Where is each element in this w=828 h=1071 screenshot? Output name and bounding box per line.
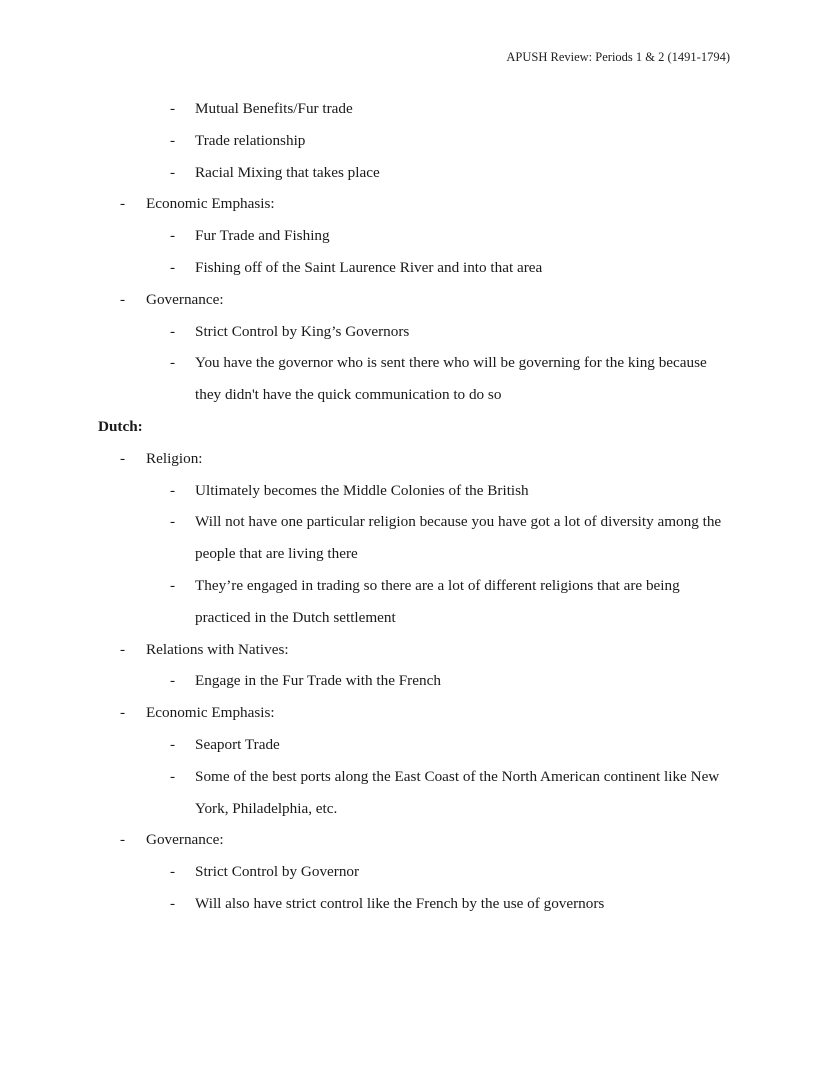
outline-item-level-2 bbox=[0, 318, 828, 350]
line-text: Economic Emphasis: bbox=[146, 704, 275, 722]
outline-item-level-1 bbox=[0, 286, 828, 318]
outline-item-continuation bbox=[0, 540, 828, 572]
outline-item-level-2 bbox=[0, 95, 828, 127]
bullet-dash: - bbox=[170, 354, 176, 372]
outline-item-level-2 bbox=[0, 858, 828, 890]
bullet-dash: - bbox=[170, 481, 176, 499]
outline-item-level-2 bbox=[0, 731, 828, 763]
line-text: Ultimately becomes the Middle Colonies of the British bbox=[195, 481, 529, 499]
outline-item-level-1 bbox=[0, 190, 828, 222]
bullet-dash: - bbox=[120, 704, 126, 722]
line-text: They’re engaged in trading so there are a lot of different religions that are being bbox=[195, 576, 680, 594]
line-text: Mutual Benefits/Fur trade bbox=[195, 100, 353, 117]
outline-item-continuation bbox=[0, 604, 828, 636]
line-text: Economic Emphasis: bbox=[146, 195, 275, 213]
outline-item-level-1 bbox=[0, 445, 828, 477]
bullet-dash: - bbox=[170, 863, 176, 881]
outline-item-level-1 bbox=[0, 699, 828, 731]
line-text: Religion: bbox=[146, 449, 203, 467]
outline-item-level-2 bbox=[0, 254, 828, 286]
outline-item-continuation bbox=[0, 795, 828, 827]
bullet-dash: - bbox=[170, 322, 176, 340]
line-text: Fur Trade and Fishing bbox=[195, 227, 330, 245]
bullet-dash: - bbox=[170, 227, 176, 245]
bullet-dash: - bbox=[120, 640, 126, 658]
outline-item-level-2 bbox=[0, 349, 828, 381]
line-text: Fishing off of the Saint Laurence River and into that area bbox=[195, 258, 543, 276]
bullet-dash: - bbox=[170, 258, 176, 276]
bullet-dash: - bbox=[120, 290, 126, 308]
bullet-dash: - bbox=[120, 831, 126, 849]
outline-item-level-2 bbox=[0, 508, 828, 540]
line-text: Will also have strict control like the French by the use of governors bbox=[195, 894, 605, 912]
outline-item-level-2 bbox=[0, 572, 828, 604]
outline-item-level-1 bbox=[0, 826, 828, 858]
line-text: Dutch: bbox=[98, 417, 143, 435]
line-text: Governance: bbox=[146, 290, 224, 308]
line-text: Will not have one particular religion because you have got a lot of diversity among the bbox=[195, 513, 722, 531]
bullet-dash: - bbox=[170, 513, 176, 531]
line-text: Engage in the Fur Trade with the French bbox=[195, 672, 441, 690]
bullet-dash: - bbox=[170, 100, 176, 117]
bullet-dash: - bbox=[170, 576, 176, 594]
bullet-dash: - bbox=[170, 767, 176, 785]
bullet-dash: - bbox=[120, 195, 126, 213]
line-text: people that are living there bbox=[195, 545, 358, 563]
notes-body bbox=[0, 95, 828, 922]
line-text: Strict Control by King’s Governors bbox=[195, 322, 410, 340]
line-text: York, Philadelphia, etc. bbox=[195, 799, 338, 817]
line-text: they didn't have the quick communication to do so bbox=[195, 386, 502, 404]
outline-item-level-1 bbox=[0, 636, 828, 668]
line-text: You have the governor who is sent there who will be governing for the king because bbox=[195, 354, 707, 372]
outline-item-level-2 bbox=[0, 667, 828, 699]
line-text: Seaport Trade bbox=[195, 735, 280, 753]
outline-item-continuation bbox=[0, 381, 828, 413]
line-text: Strict Control by Governor bbox=[195, 863, 360, 881]
line-text: Governance: bbox=[146, 831, 224, 849]
section-heading bbox=[0, 413, 828, 445]
outline-item-level-2 bbox=[0, 477, 828, 509]
bullet-dash: - bbox=[170, 894, 176, 912]
line-text: practiced in the Dutch settlement bbox=[195, 608, 396, 626]
outline-item-level-2 bbox=[0, 222, 828, 254]
page-header: APUSH Review: Periods 1 & 2 (1491-1794) bbox=[506, 50, 730, 64]
line-text: Some of the best ports along the East Coast of the North American continent like New bbox=[195, 767, 720, 785]
bullet-dash: - bbox=[120, 449, 126, 467]
line-text: Trade relationship bbox=[195, 131, 306, 149]
bullet-dash: - bbox=[170, 735, 176, 753]
outline-item-level-2 bbox=[0, 890, 828, 922]
line-text: Racial Mixing that takes place bbox=[195, 163, 380, 181]
outline-item-level-2 bbox=[0, 159, 828, 191]
bullet-dash: - bbox=[170, 131, 176, 149]
line-text: Relations with Natives: bbox=[146, 640, 289, 658]
bullet-dash: - bbox=[170, 672, 176, 690]
bullet-dash: - bbox=[170, 163, 176, 181]
outline-item-level-2 bbox=[0, 127, 828, 159]
outline-item-level-2 bbox=[0, 763, 828, 795]
